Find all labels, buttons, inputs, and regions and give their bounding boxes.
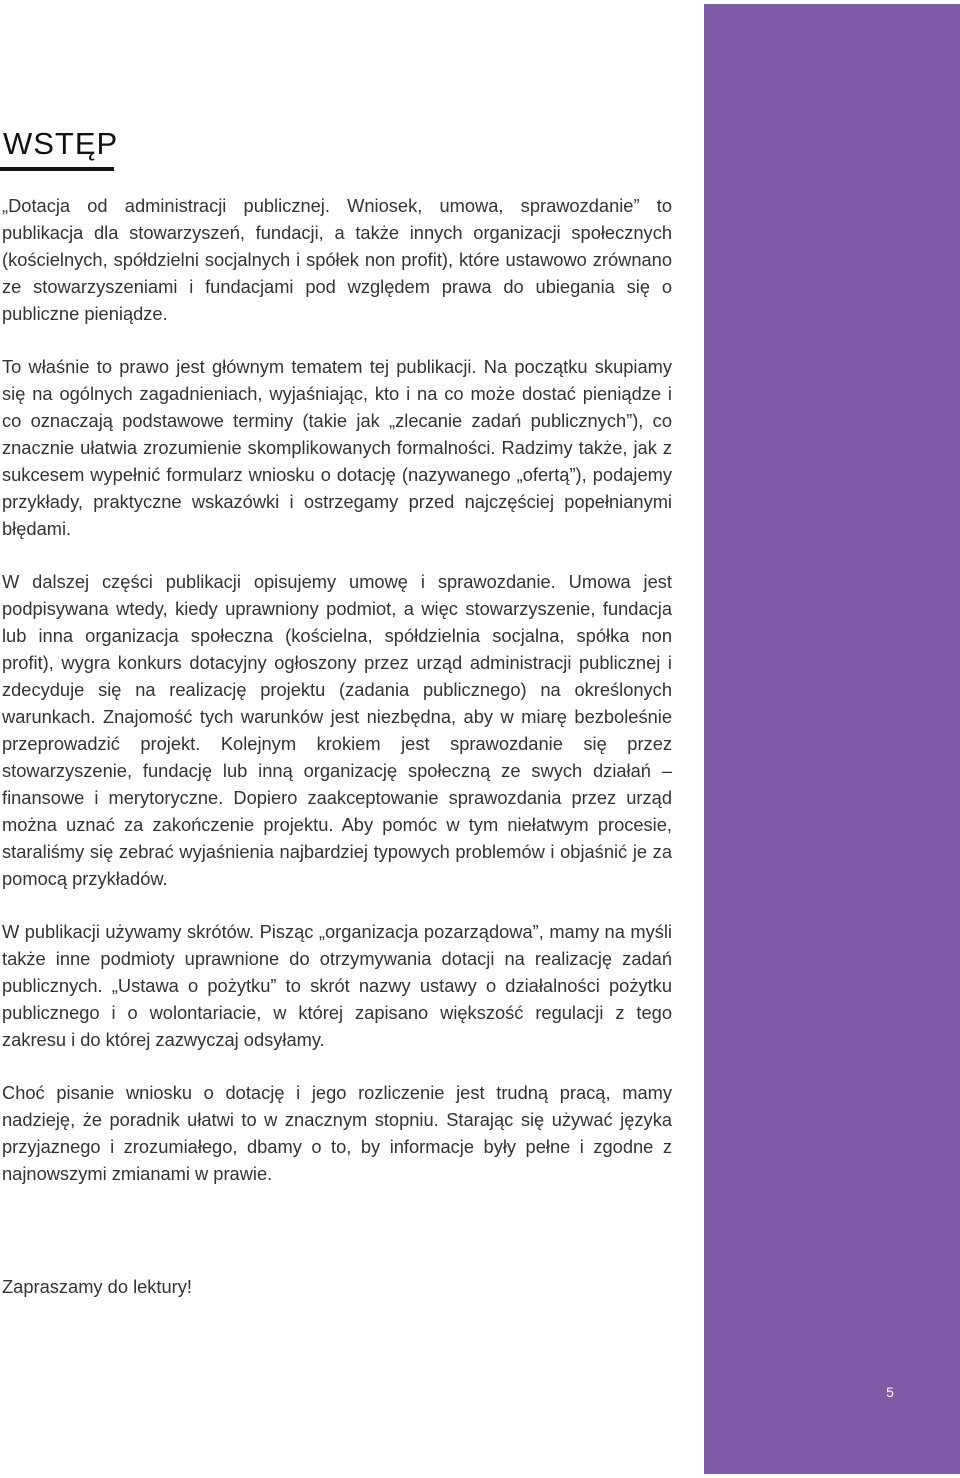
closing-line: Zapraszamy do lektury! (2, 1276, 192, 1297)
paragraph-abbreviations: W publikacji używamy skrótów. Pisząc „organizacja pozarządowa”, mamy na myśli także inne podmioty uprawnione do otrzymywania dotacji na realizację zadań publicznych. „Ustawa o pożytku” to skrót nazwy ustawy o działalności pożytku publicznego i o wolontariacie, w której zapisano większość regulacji z tego zakresu i do której zazwyczaj odsyłamy. (2, 921, 672, 1050)
paragraph-intro: „Dotacja od administracji publicznej. Wniosek, umowa, sprawozdanie” to publikacja dla stowarzyszeń, fundacji, a także innych organizacji społecznych (kościelnych, spółdzielni socjalnych i spółek non profit), które ustawowo zrównano ze stowarzyszeniami i fundacjami pod względem prawa do ubiegania się o publiczne pieniądze. (2, 195, 672, 324)
title-underline (0, 167, 114, 171)
paragraph-topic: To właśnie to prawo jest głównym tematem tej publikacji. Na początku skupiamy się na ogólnych zagadnieniach, wyjaśniając, kto i na co może dostać pieniądze i co oznaczają podstawowe terminy (takie jak „zlecanie zadań publicznych”), co znacznie ułatwia zrozumienie skomplikowanych formalności. Radzimy także, jak z sukcesem wypełnić formularz wniosku o dotację (nazywanego „ofertą”), podajemy przykłady, praktyczne wskazówki i ostrzegamy przed najczęściej popełnianymi błędami. (2, 356, 672, 539)
purple-sidebar (704, 4, 960, 1474)
paragraph-hope: Choć pisanie wniosku o dotację i jego rozliczenie jest trudną pracą, mamy nadzieję, że poradnik ułatwi to w znacznym stopniu. Starając się używać języka przyjaznego i zrozumiałego, dbamy o to, by informacje były pełne i zgodne z najnowszymi zmianami w prawie. (2, 1082, 672, 1184)
body-text (2, 192, 672, 1213)
paragraph-contract-report: W dalszej części publikacji opisujemy umowę i sprawozdanie. Umowa jest podpisywana wtedy, kiedy uprawniony podmiot, a więc stowarzyszenie, fundacja lub inna organizacja społeczna (kościelna, spółdzielnia socjalna, spółka non profit), wygra konkurs dotacyjny ogłoszony przez urząd administracji publicznej i zdecyduje się na realizację projektu (zadania publicznego) na określonych warunkach. Znajomość tych warunków jest niezbędna, aby w miarę bezboleśnie przeprowadzić projekt. Kolejnym krokiem jest sprawozdanie się przez stowarzyszenie, fundację lub inną organizację społeczną ze swych działań – finansowe i merytoryczne. Dopiero zaakceptowanie sprawozdania przez urząd można uznać za zakończenie projektu. Aby pomóc w tym niełatwym procesie, staraliśmy się zebrać wyjaśnienia najbardziej typowych problemów i objaśnić je za pomocą przykładów. (2, 571, 672, 889)
page-number: 5 (886, 1384, 894, 1400)
page-title: WSTĘP (3, 126, 119, 161)
